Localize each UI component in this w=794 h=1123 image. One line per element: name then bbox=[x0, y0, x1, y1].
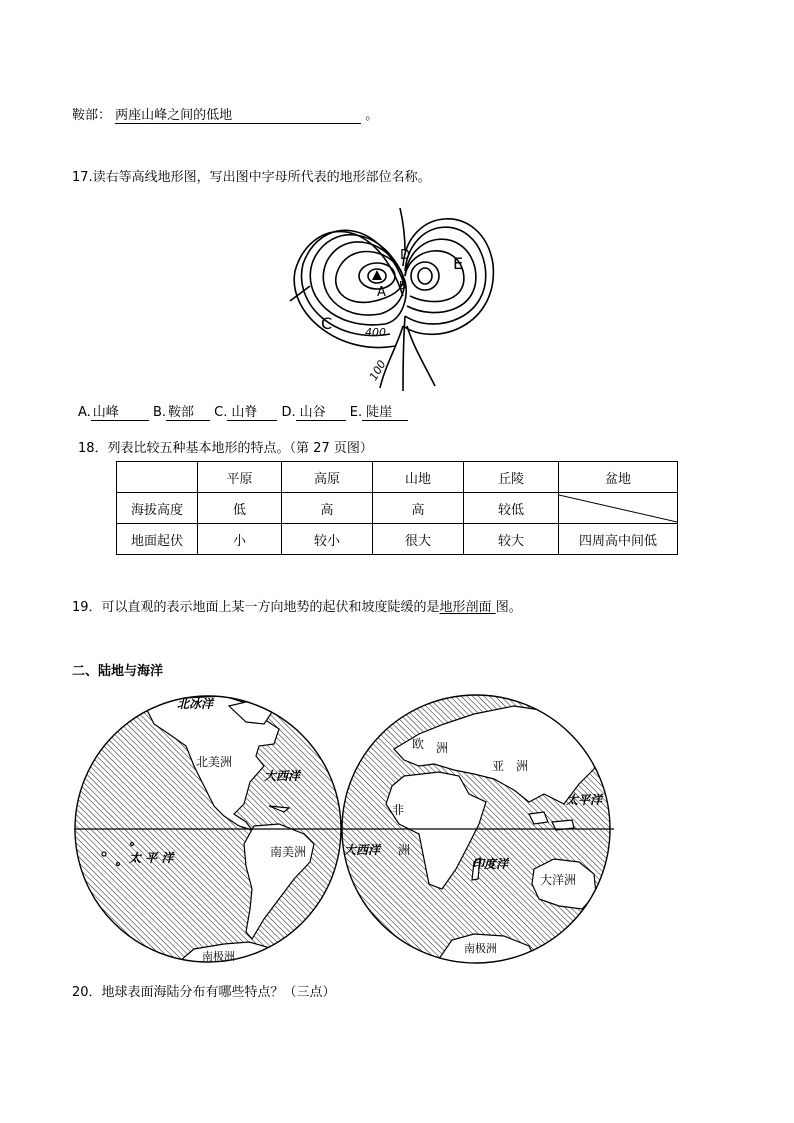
q18-text: 18．列表比较五种基本地形的特点。（第 27 页图） bbox=[78, 441, 373, 456]
table-cell: 很大 bbox=[373, 524, 464, 555]
q17-answer-b-letter: B. bbox=[152, 405, 166, 420]
table-header-cell: 高原 bbox=[282, 462, 373, 493]
q17-answer-d: 山谷 bbox=[296, 405, 346, 421]
map-label-e: E bbox=[453, 254, 464, 273]
table-cell: 小 bbox=[198, 524, 282, 555]
table-cell: 高 bbox=[373, 493, 464, 524]
table-cell-blank-diagonal bbox=[559, 493, 678, 524]
table-header-cell: 山地 bbox=[373, 462, 464, 493]
table-cell: 海拔高度 bbox=[117, 493, 198, 524]
table-cell: 较大 bbox=[464, 524, 559, 555]
label-arctic-ocean: 北冰洋 bbox=[177, 697, 214, 711]
q20-text: 20．地球表面海陆分布有哪些特点？（三点） bbox=[72, 985, 336, 1000]
table-header-cell: 平原 bbox=[198, 462, 282, 493]
q17-answer-c-letter: C. bbox=[214, 405, 228, 420]
q17-answer-a: 山峰 bbox=[91, 405, 149, 421]
table-cell: 较小 bbox=[282, 524, 373, 555]
contour-map bbox=[285, 196, 500, 394]
q19-answer: 地形剖面 bbox=[439, 600, 492, 615]
q17-answer-c: 山脊 bbox=[227, 405, 277, 421]
q19-line bbox=[72, 596, 522, 615]
label-pacific-west: 太 平 洋 bbox=[129, 851, 174, 865]
contour-label-400: 400 bbox=[365, 326, 386, 339]
label-africa-1: 非 bbox=[392, 803, 405, 817]
table-header-cell: 盆地 bbox=[559, 462, 678, 493]
saddle-end: 。 bbox=[365, 108, 379, 123]
label-south-america: 南美洲 bbox=[270, 845, 307, 859]
map-label-c: C bbox=[321, 314, 333, 333]
map-label-a: A bbox=[377, 285, 386, 300]
label-north-america: 北美洲 bbox=[196, 755, 233, 769]
q17-answer-e: 陡崖 bbox=[362, 405, 408, 421]
q17-answers bbox=[78, 405, 408, 421]
diagonal-line bbox=[559, 493, 677, 523]
table-row bbox=[117, 493, 678, 524]
q17-text: 17.读右等高线地形图，写出图中字母所代表的地形部位名称。 bbox=[72, 170, 431, 185]
label-europe-1: 欧 bbox=[412, 737, 425, 751]
table-header-cell bbox=[117, 462, 198, 493]
section-title: 二、陆地与海洋 bbox=[72, 664, 164, 679]
label-antarctica-west: 南极洲 bbox=[202, 950, 235, 963]
table-cell: 低 bbox=[198, 493, 282, 524]
label-asia-2: 洲 bbox=[516, 759, 529, 773]
label-atlantic-east: 大西洋 bbox=[344, 843, 381, 857]
saddle-line bbox=[72, 104, 378, 124]
saddle-answer: 两座山峰之间的低地 bbox=[115, 108, 361, 124]
table-cell: 较低 bbox=[464, 493, 559, 524]
table-row bbox=[117, 524, 678, 555]
label-asia-1: 亚 bbox=[492, 759, 505, 773]
q19-suffix: 图。 bbox=[495, 600, 522, 615]
table-cell: 高 bbox=[282, 493, 373, 524]
map-label-b: B bbox=[399, 279, 407, 292]
q17-answer-e-letter: E. bbox=[349, 405, 363, 420]
label-atlantic-west: 大西洋 bbox=[264, 769, 301, 783]
label-indian-ocean: 印度洋 bbox=[472, 857, 509, 871]
table-cell: 地面起伏 bbox=[117, 524, 198, 555]
q17-answer-d-letter: D. bbox=[281, 405, 296, 420]
table-header-row bbox=[117, 462, 678, 493]
table-cell: 四周高中间低 bbox=[559, 524, 678, 555]
map-label-d: D bbox=[400, 248, 411, 263]
q19-prefix: 19．可以直观的表示地面上某一方向地势的起伏和坡度陡缓的是 bbox=[72, 600, 440, 615]
label-oceania: 大洋洲 bbox=[540, 873, 577, 887]
label-antarctica-east: 南极洲 bbox=[464, 942, 497, 955]
saddle-label: 鞍部： bbox=[72, 108, 112, 123]
landform-table bbox=[116, 461, 678, 555]
world-hemispheres-map bbox=[74, 694, 614, 966]
label-africa-2: 洲 bbox=[398, 843, 411, 857]
q17-answer-b: 鞍部 bbox=[166, 405, 210, 421]
label-pacific-east: 太平洋 bbox=[566, 793, 603, 807]
contour-label-100: 100 bbox=[366, 358, 389, 383]
table-header-cell: 丘陵 bbox=[464, 462, 559, 493]
q17-answer-a-letter: A. bbox=[78, 405, 91, 420]
label-europe-2: 洲 bbox=[436, 741, 449, 755]
